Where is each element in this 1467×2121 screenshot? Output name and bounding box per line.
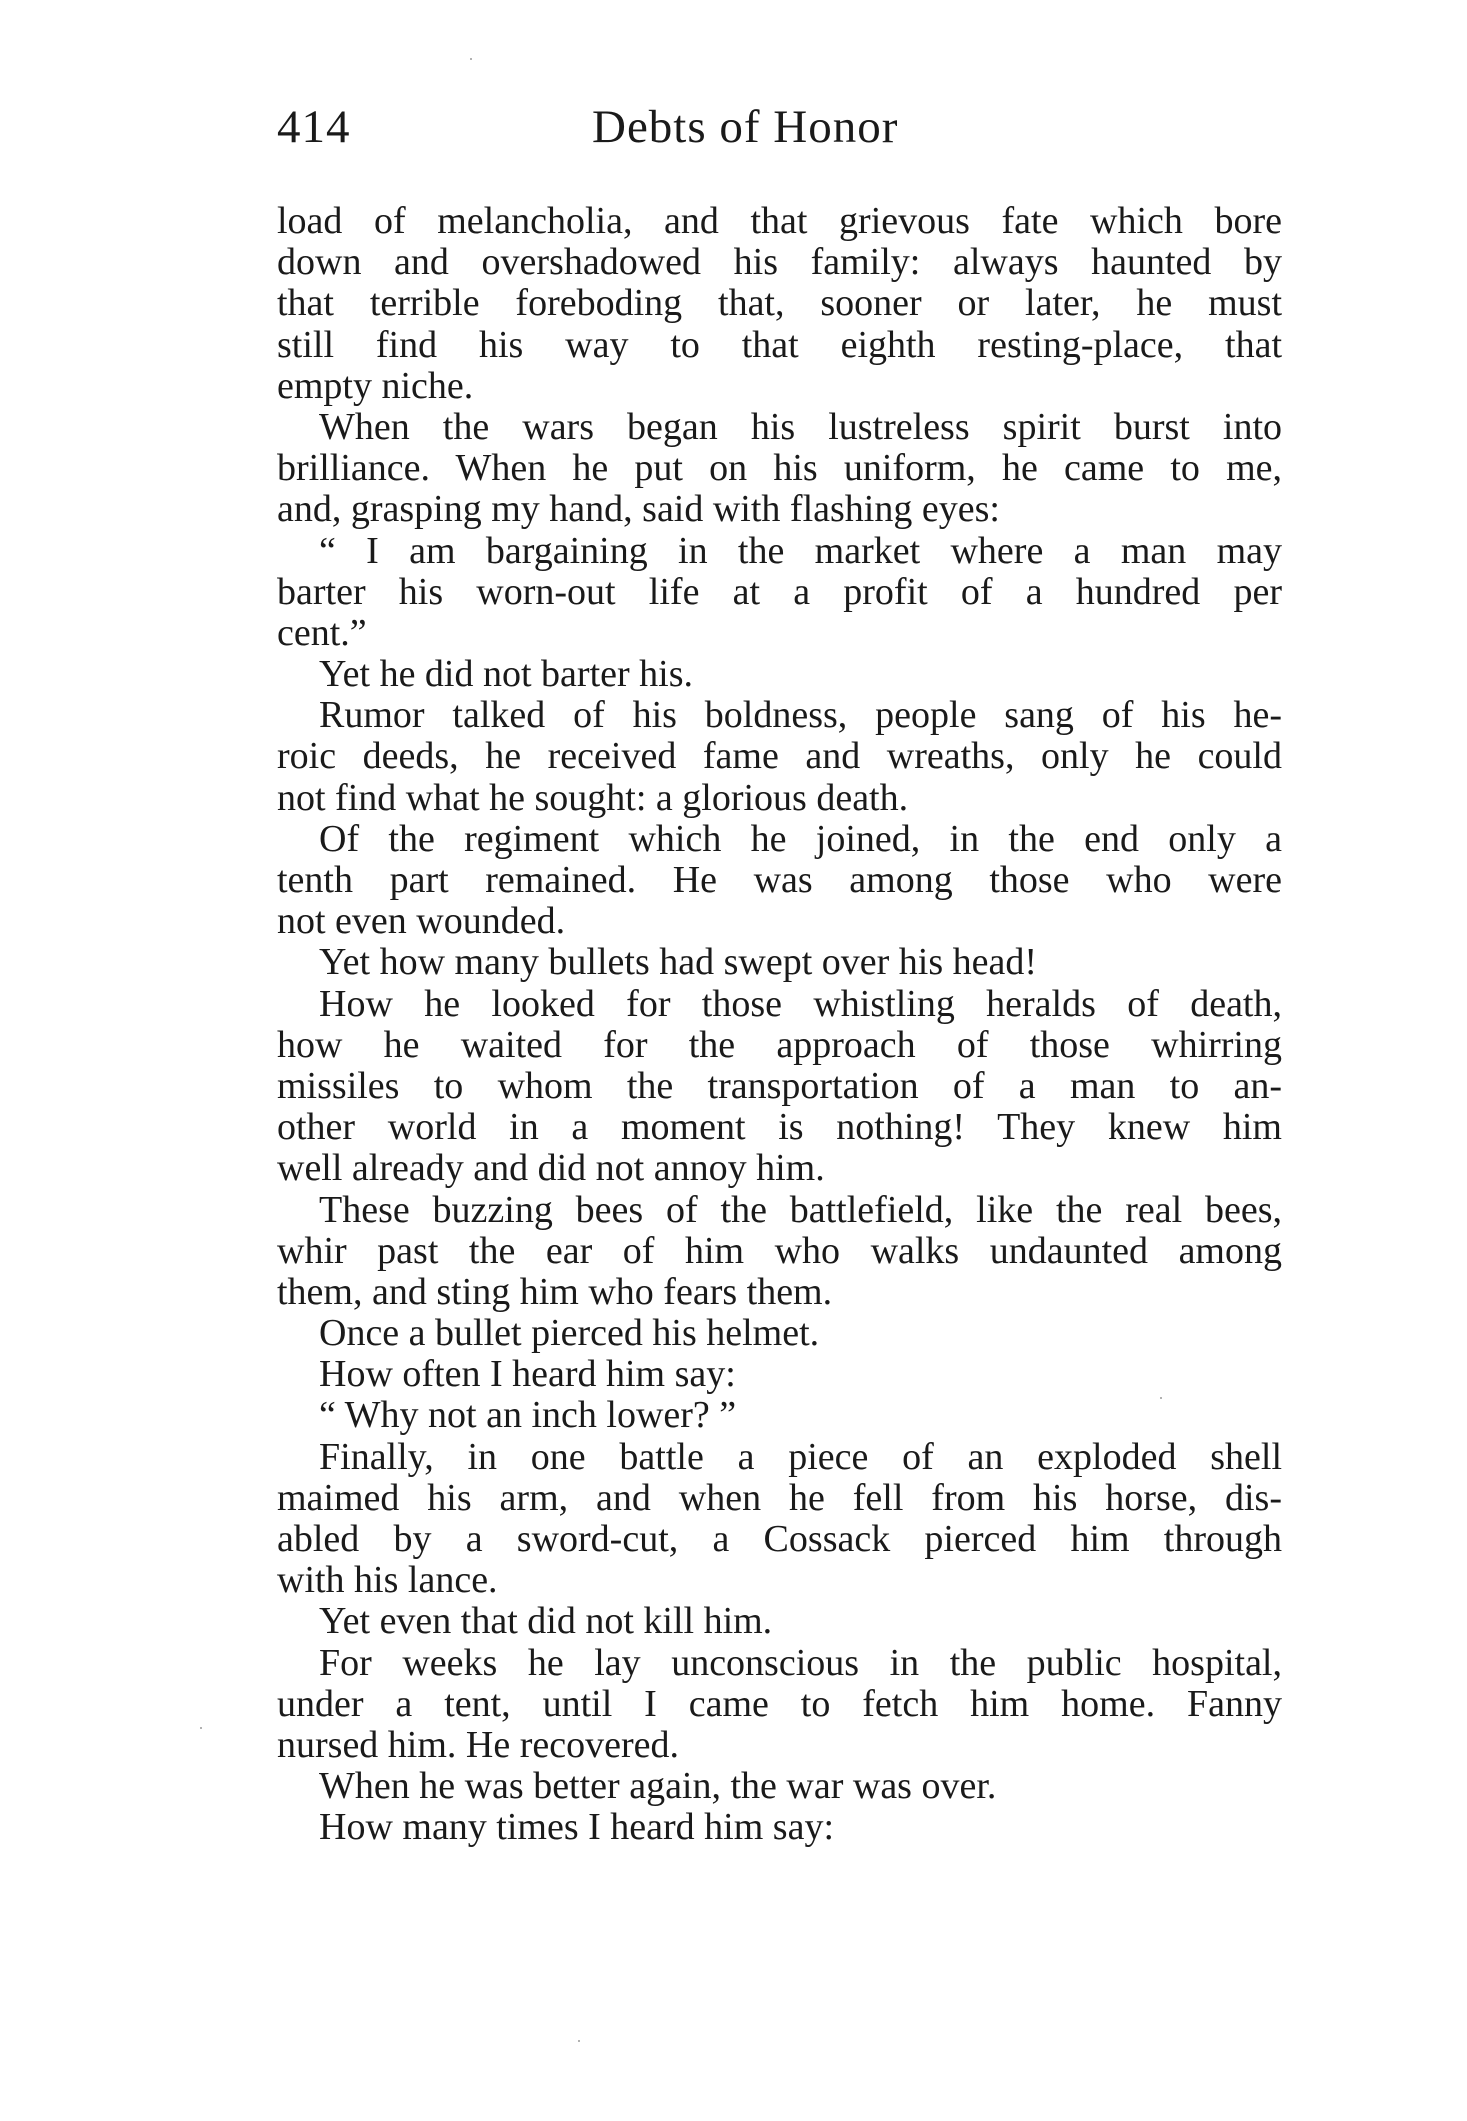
text-line: Yet he did not barter his. [319, 653, 693, 696]
text-line: Yet how many bullets had swept over his head! [319, 941, 1038, 984]
text-line: whir past the ear of him who walks undaunted among [277, 1229, 1282, 1272]
paper-speck [470, 58, 472, 60]
text-line: nursed him. He recovered. [277, 1723, 680, 1766]
text-line: them, and sting him who fears them. [277, 1270, 833, 1313]
text-line: not even wounded. [277, 900, 566, 943]
text-line: maimed his arm, and when he fell from his horse, dis- [277, 1476, 1282, 1519]
text-line: barter his worn-out life at a profit of a hundred per [277, 570, 1282, 613]
text-line: tenth part remained. He was among those who were [277, 859, 1282, 901]
text-line: still find his way to that eighth resting-place, that [277, 323, 1282, 366]
text-line: brilliance. When he put on his uniform, he came to me, [277, 447, 1282, 490]
text-line: and, grasping my hand, said with flashing eyes: [277, 488, 1000, 531]
text-line: other world in a moment is nothing! They knew him [277, 1106, 1282, 1149]
text-line: Of the regiment which he joined, in the end only a [319, 817, 1282, 860]
text-line: not find what he sought: a glorious death. [277, 776, 909, 819]
text-line: For weeks he lay unconscious in the public hospital, [319, 1641, 1282, 1684]
text-line: Finally, in one battle a piece of an exploded shell [319, 1435, 1282, 1478]
text-line: “ I am bargaining in the market where a man may [319, 529, 1282, 572]
text-line: how he waited for the approach of those whirring [277, 1023, 1282, 1066]
text-line: missiles to whom the transportation of a man to an- [277, 1064, 1282, 1107]
text-line: with his lance. [277, 1559, 498, 1602]
text-line: under a tent, until I came to fetch him home. Fanny [277, 1682, 1282, 1725]
page-number: 414 [277, 101, 351, 153]
paper-speck [1160, 1397, 1162, 1399]
text-line: roic deeds, he received fame and wreaths, only he could [277, 735, 1282, 778]
text-line: When the wars began his lustreless spirit burst into [319, 405, 1282, 448]
paper-speck [200, 1727, 202, 1729]
text-line: cent.” [277, 611, 367, 654]
text-line: Rumor talked of his boldness, people sang of his he- [319, 694, 1282, 737]
text-line: well already and did not annoy him. [277, 1147, 825, 1190]
text-line: Once a bullet pierced his helmet. [319, 1312, 820, 1355]
text-line: Yet even that did not kill him. [319, 1600, 773, 1643]
body-text [277, 201, 1282, 1849]
text-line: When he was better again, the war was over. [319, 1765, 997, 1808]
text-line: that terrible foreboding that, sooner or later, he must [277, 282, 1282, 325]
text-line: empty niche. [277, 364, 474, 407]
text-line: down and overshadowed his family: always haunted by [277, 241, 1282, 284]
text-line: These buzzing bees of the battlefield, like the real bees, [319, 1188, 1282, 1231]
text-line: “ Why not an inch lower? ” [319, 1394, 737, 1437]
text-line: abled by a sword-cut, a Cossack pierced him through [277, 1518, 1282, 1560]
page-header [277, 100, 1282, 170]
running-title: Debts of Honor [592, 101, 899, 153]
text-line: How often I heard him say: [319, 1353, 736, 1396]
text-line: load of melancholia, and that grievous fate which bore [277, 200, 1282, 242]
text-line: How many times I heard him say: [319, 1806, 835, 1849]
paper-speck [578, 2040, 580, 2042]
text-line: How he looked for those whistling heralds of death, [319, 982, 1282, 1025]
